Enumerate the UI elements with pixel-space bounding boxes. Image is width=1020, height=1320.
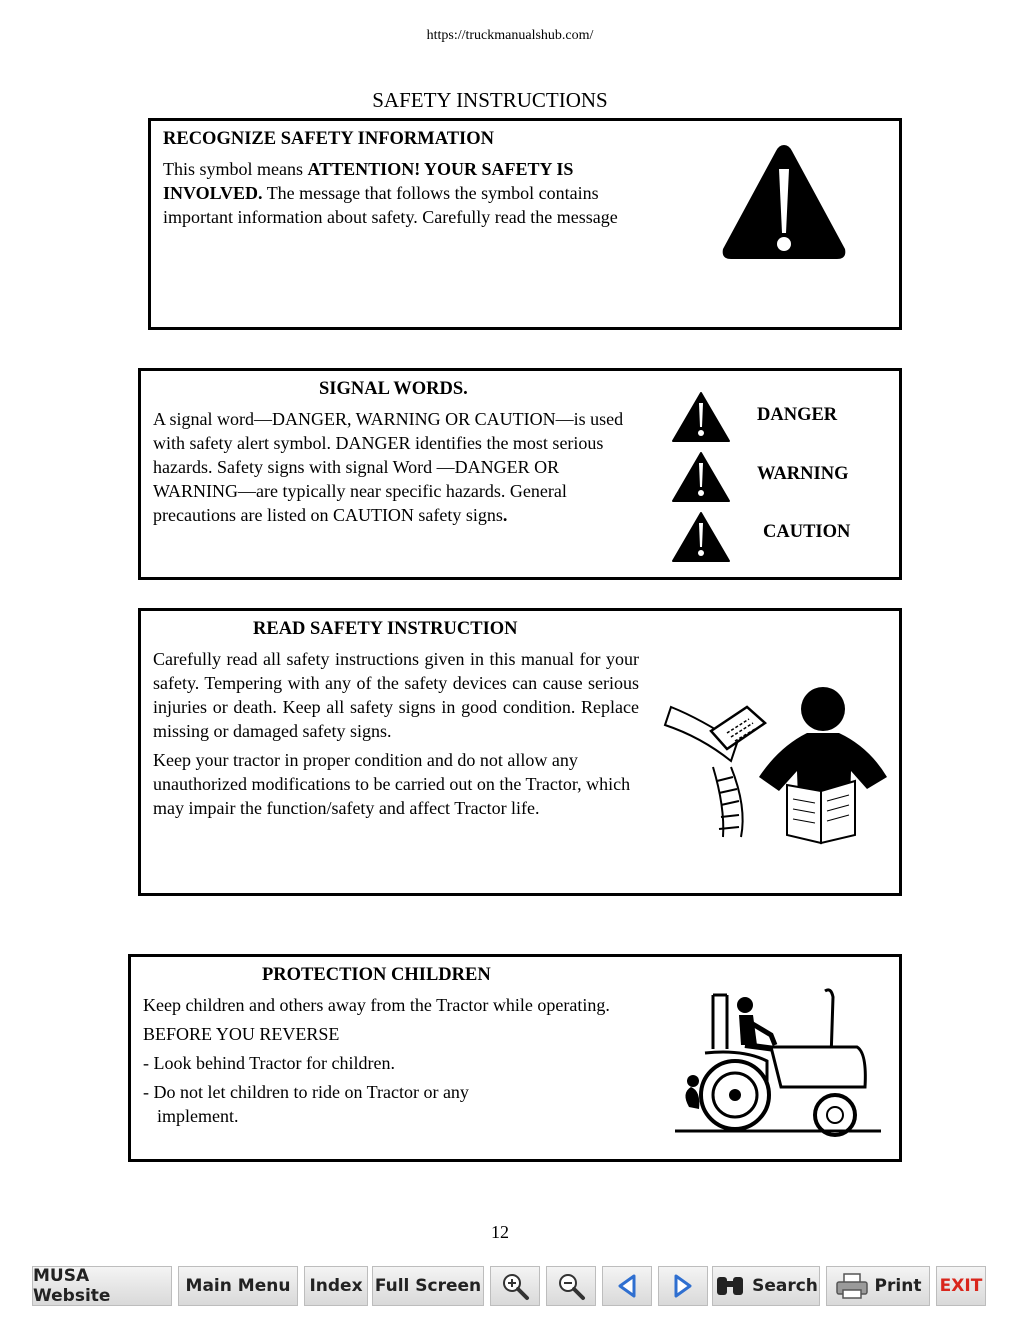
children-para-2: BEFORE YOU REVERSE [143,1024,340,1044]
printer-icon [835,1272,869,1300]
danger-alert-icon [671,391,731,443]
exit-button[interactable] [936,1266,986,1306]
musa-website-button[interactable] [32,1266,172,1306]
print-button[interactable] [826,1266,930,1306]
reading-manual-illustration [661,677,891,847]
signal-danger-row [671,391,891,441]
zoom-out-button[interactable] [546,1266,596,1306]
next-page-icon [672,1273,694,1299]
next-page-button[interactable] [658,1266,708,1306]
main-menu-button[interactable] [178,1266,298,1306]
recognize-text-before: This symbol means [163,159,308,179]
page-title: SAFETY INSTRUCTIONS [372,88,608,112]
previous-page-button[interactable] [602,1266,652,1306]
recognize-safety-title: RECOGNIZE SAFETY INFORMATION [163,129,494,149]
read-safety-title: READ SAFETY INSTRUCTION [253,619,518,639]
signal-words-text [153,407,648,527]
read-safety-box [138,608,902,896]
signal-word-warning: WARNING [757,464,849,484]
binoculars-icon [714,1273,746,1299]
signal-words-body-end: . [502,505,508,525]
children-item-2a: - Do not let children to ride on Tractor or any [143,1082,469,1102]
children-item-2b: implement. [157,1106,239,1126]
zoom-in-button[interactable] [490,1266,540,1306]
musa-website-label: MUSA Website [33,1266,111,1306]
prev-page-icon [616,1273,638,1299]
safety-alert-icon [719,141,849,263]
zoom-out-icon [556,1271,586,1301]
caution-alert-icon [671,511,731,563]
signal-word-danger: DANGER [757,405,838,425]
signal-words-body: A signal word—DANGER, WARNING OR CAUTION—is used with safety alert symbol. DANGER identifies the most serious hazards. Safety signs with signal Word —DANGER OR WARNING—are typically near specific hazards. General precautions are listed on CAUTION safety signs [153,409,624,525]
index-button[interactable] [304,1266,368,1306]
exit-label: EXIT [939,1276,983,1296]
warning-alert-icon [671,451,731,503]
print-label: Print [874,1276,922,1296]
children-para-1: Keep children and others away from the Tractor while operating. [143,995,610,1015]
source-url: https://truckmanualshub.com/ [426,28,594,43]
page-number: 12 [491,1222,509,1242]
signal-word-caution: CAUTION [763,522,851,542]
full-screen-label: Full Screen [374,1276,482,1296]
recognize-text-bold: ATTENTION! YOUR SAFETY IS INVOLVED. [163,159,574,203]
main-menu-label: Main Menu [185,1276,291,1296]
children-item-1: - Look behind Tractor for children. [143,1053,395,1073]
search-label: Search [752,1276,818,1296]
tractor-operator-illustration [671,983,887,1143]
read-safety-para-2: Keep your tractor in proper condition and do not allow any unauthorized modifications to be carried out on the Tractor, which may impair the function/safety and affect Tractor life. [153,750,631,818]
protection-children-title: PROTECTION CHILDREN [262,965,491,985]
signal-caution-row [671,511,891,561]
protection-children-box [128,954,902,1162]
recognize-safety-box [148,118,902,330]
recognize-safety-text [163,157,658,229]
read-safety-text [153,647,639,825]
signal-warning-row [671,451,891,501]
recognize-text-after: The message that follows the symbol contains important information about safety. Carefully read the message [163,183,618,227]
read-safety-para-1: Carefully read all safety instructions given in this manual for your safety. Tempering with any of the safety devices can cause serious injuries or death. Keep all safety signs in good condition. Replace missing or damaged safety signs. [153,649,639,741]
zoom-in-icon [500,1271,530,1301]
search-button[interactable] [712,1266,820,1306]
signal-words-box [138,368,902,580]
index-label: Index [309,1276,363,1296]
full-screen-button[interactable] [372,1266,484,1306]
signal-words-title: SIGNAL WORDS. [319,379,468,399]
protection-children-text [143,993,629,1133]
